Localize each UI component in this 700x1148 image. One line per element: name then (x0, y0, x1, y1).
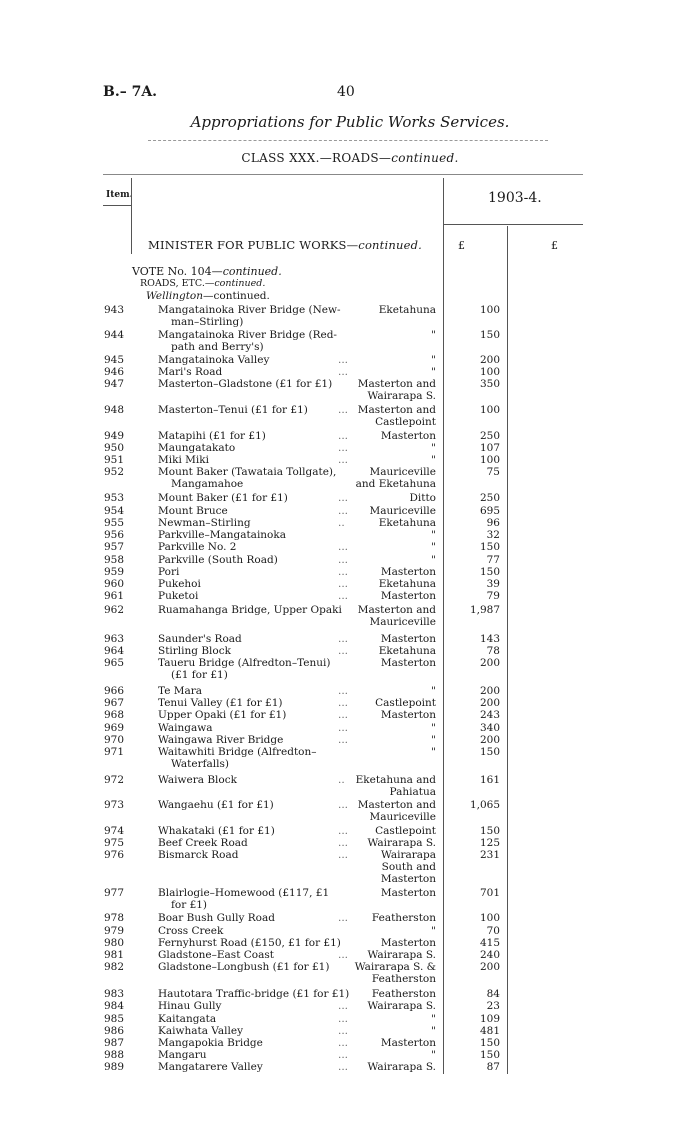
item-amount: 87 (486, 1061, 500, 1073)
item-location: Featherston (371, 912, 436, 924)
minister-heading (148, 238, 422, 252)
item-number: 969 (104, 722, 125, 734)
item-location (352, 961, 436, 985)
item-location: Masterton (380, 590, 436, 602)
item-location-line2: Featherston (371, 973, 436, 985)
item-name: Mangatainoka Valley (158, 354, 270, 366)
item-location: Masterton (380, 566, 436, 578)
item-location: " (431, 722, 436, 734)
item-number: 965 (104, 657, 125, 669)
item-location-line1: Wairarapa (380, 849, 436, 861)
item-name-line2: path and Berry's) (171, 341, 264, 353)
item-location: Mauriceville (369, 505, 436, 517)
leader-dots: ... (338, 697, 349, 709)
item-number: 972 (104, 774, 125, 786)
pound-symbol-1: £ (458, 239, 465, 252)
item-amount: 39 (486, 578, 500, 590)
item-location-line1: Masterton and (357, 604, 436, 616)
item-name: Pori (158, 566, 180, 578)
item-location: Masterton (380, 633, 436, 645)
page-number: 40 (337, 84, 355, 100)
item-number: 961 (104, 590, 125, 602)
item-number: 946 (104, 366, 125, 378)
item-amount: 250 (479, 492, 500, 504)
leader-dots: ... (338, 1013, 349, 1025)
item-amount: 78 (486, 645, 500, 657)
roads-heading-cont: continued. (214, 278, 266, 289)
item-location: Eketahuna (378, 578, 436, 590)
item-name-line1: Mangatainoka River Bridge (Red- (158, 329, 337, 341)
item-location: Castlepoint (375, 697, 436, 709)
item-name: Miki Miki (158, 454, 209, 466)
leader-dots: ... (338, 554, 349, 566)
leader-dots: ... (338, 912, 349, 924)
item-name (158, 466, 354, 490)
item-name: Tenui Valley (£1 for £1) (158, 697, 283, 709)
item-name (158, 887, 354, 911)
item-name-line1: Mangatainoka River Bridge (New- (158, 304, 341, 316)
title-divider (148, 140, 548, 141)
item-amount: 200 (479, 697, 500, 709)
item-location: " (431, 354, 436, 366)
item-location: " (431, 541, 436, 553)
item-amount: 96 (486, 517, 500, 529)
item-name: Mount Baker (£1 for £1) (158, 492, 288, 504)
item-location: Masterton (380, 657, 436, 669)
item-name: Matapihi (£1 for £1) (158, 430, 266, 442)
item-number: 957 (104, 541, 125, 553)
item-amount: 701 (479, 887, 500, 899)
leader-dots: ... (338, 566, 349, 578)
item-name: Masterton–Gladstone (£1 for £1) (158, 378, 333, 390)
item-location (352, 329, 436, 341)
leader-dots: ... (338, 1049, 349, 1061)
page-reference: B.– 7A. (103, 84, 158, 100)
roads-heading (140, 278, 265, 289)
leader-dots: ... (338, 505, 349, 517)
item-amount: 70 (486, 925, 500, 937)
item-name: Beef Creek Road (158, 837, 248, 849)
leader-dots: ... (338, 849, 349, 861)
item-name: Wangaehu (£1 for £1) (158, 799, 274, 811)
minister-heading-text: MINISTER FOR PUBLIC WORKS— (148, 238, 359, 252)
item-number: 963 (104, 633, 125, 645)
leader-dots: ... (338, 590, 349, 602)
item-number: 987 (104, 1037, 125, 1049)
leader-dots: ... (338, 685, 349, 697)
item-name: Masterton–Tenui (£1 for £1) (158, 404, 308, 416)
item-name: Parkville–Mangatainoka (158, 529, 287, 541)
leader-dots: ... (338, 1037, 349, 1049)
item-name: Parkville (South Road) (158, 554, 278, 566)
item-number: 950 (104, 442, 125, 454)
item-name: Maungatakato (158, 442, 236, 454)
item-name-line2: Mangamahoe (171, 478, 244, 490)
item-name: Kaitangata (158, 1013, 217, 1025)
leader-dots: ... (338, 578, 349, 590)
item-name: Pukehoi (158, 578, 201, 590)
item-location (352, 849, 436, 885)
item-location (352, 304, 436, 316)
item-amount: 250 (479, 430, 500, 442)
item-number: 968 (104, 709, 125, 721)
item-amount: 150 (479, 329, 500, 341)
item-number: 964 (104, 645, 125, 657)
item-location: " (431, 366, 436, 378)
item-amount: 200 (479, 685, 500, 697)
item-number: 958 (104, 554, 125, 566)
vote-heading (132, 265, 282, 278)
item-location: " (431, 925, 436, 937)
item-location: Wairarapa S. (367, 837, 436, 849)
item-number: 967 (104, 697, 125, 709)
item-name (158, 304, 354, 328)
item-amount: 100 (479, 404, 500, 416)
item-location-line1: Mauriceville (369, 466, 436, 478)
item-location (352, 404, 436, 428)
item-location: " (431, 1049, 436, 1061)
item-name: Mount Bruce (158, 505, 228, 517)
item-name-line2: man–Stirling) (171, 316, 244, 328)
item-name (158, 746, 354, 770)
item-number: 960 (104, 578, 125, 590)
item-name: Te Mara (158, 685, 203, 697)
leader-dots: ... (338, 825, 349, 837)
item-number: 947 (104, 378, 125, 390)
item-amount: 150 (479, 541, 500, 553)
item-location: Castlepoint (375, 825, 436, 837)
leader-dots: ... (338, 492, 349, 504)
item-location (352, 774, 436, 798)
district-name: Wellington (146, 290, 204, 302)
item-amount: 109 (479, 1013, 500, 1025)
item-number: 951 (104, 454, 125, 466)
item-number: 956 (104, 529, 125, 541)
item-location (352, 604, 436, 628)
item-amount: 340 (479, 722, 500, 734)
item-location: Wairarapa S. (367, 949, 436, 961)
leader-dots: ... (338, 1025, 349, 1037)
leader-dots: ... (338, 454, 349, 466)
item-location: Wairarapa S. (367, 1061, 436, 1073)
item-name (158, 657, 354, 681)
amount-column-line (507, 226, 508, 1074)
leader-dots: ... (338, 1061, 349, 1073)
item-location: Masterton (380, 887, 436, 899)
leader-dots: ... (338, 430, 349, 442)
item-location: " (431, 1025, 436, 1037)
item-location-line1: " (431, 329, 436, 341)
item-number: 989 (104, 1061, 125, 1073)
item-name: Mangaru (158, 1049, 207, 1061)
item-name: Mari's Road (158, 366, 223, 378)
leader-dots: ... (338, 354, 349, 366)
item-name: Ruamahanga Bridge, Upper Opaki (158, 604, 342, 616)
item-name: Kaiwhata Valley (158, 1025, 244, 1037)
item-amount: 200 (479, 961, 500, 973)
item-location: " (431, 746, 436, 758)
item-name: Saunder's Road (158, 633, 242, 645)
item-number: 952 (104, 466, 125, 478)
leader-dots: ... (338, 633, 349, 645)
location-column-line (443, 178, 444, 1074)
item-name: Fernyhurst Road (£150, £1 for £1) (158, 937, 341, 949)
item-name: Newman–Stirling (158, 517, 251, 529)
item-location-line2: Mauriceville (369, 811, 436, 823)
item-amount: 243 (479, 709, 500, 721)
item-amount: 84 (486, 988, 500, 1000)
item-location (352, 799, 436, 823)
item-number: 979 (104, 925, 125, 937)
leader-dots: .. (338, 774, 345, 786)
item-number: 978 (104, 912, 125, 924)
item-amount: 161 (479, 774, 500, 786)
item-name: Gladstone–Longbush (£1 for £1) (158, 961, 330, 973)
item-amount: 150 (479, 746, 500, 758)
item-location: Masterton (380, 430, 436, 442)
item-number: 955 (104, 517, 125, 529)
item-location: " (431, 685, 436, 697)
item-name: Hautotara Traffic-bridge (£1 for £1) (158, 988, 350, 1000)
item-number: 974 (104, 825, 125, 837)
item-amount: 23 (486, 1000, 500, 1012)
item-number: 983 (104, 988, 125, 1000)
item-amount: 150 (479, 566, 500, 578)
leader-dots: ... (338, 404, 349, 416)
item-number: 986 (104, 1025, 125, 1037)
item-location-line2: and Eketahuna (355, 478, 436, 490)
leader-dots: ... (338, 442, 349, 454)
item-amount: 240 (479, 949, 500, 961)
item-name-line1: Blairlogie–Homewood (£117, £1 (158, 887, 330, 899)
item-location: " (431, 454, 436, 466)
item-location: Eketahuna (378, 645, 436, 657)
class-heading-text: CLASS XXX.—ROADS— (241, 151, 392, 165)
item-location-line1: Masterton and (357, 799, 436, 811)
item-amount: 200 (479, 734, 500, 746)
item-name: Whakataki (£1 for £1) (158, 825, 275, 837)
item-amount: 200 (479, 354, 500, 366)
item-location-line1: Wairarapa S. & (354, 961, 436, 973)
item-name-line2: for £1) (171, 899, 208, 911)
item-number: 982 (104, 961, 125, 973)
leader-dots: ... (338, 1000, 349, 1012)
item-name-line1: Taueru Bridge (Alfredton–Tenui) (158, 657, 331, 669)
leader-dots: ... (338, 541, 349, 553)
leader-dots: ... (338, 722, 349, 734)
item-location: " (431, 554, 436, 566)
item-amount: 231 (479, 849, 500, 861)
item-name: Waingawa River Bridge (158, 734, 284, 746)
item-amount: 150 (479, 825, 500, 837)
item-name: Boar Bush Gully Road (158, 912, 275, 924)
leader-dots: ... (338, 799, 349, 811)
item-amount: 695 (479, 505, 500, 517)
item-location-line1: Masterton and (357, 378, 436, 390)
item-number: 980 (104, 937, 125, 949)
district-heading (146, 290, 270, 302)
item-number: 962 (104, 604, 125, 616)
item-number: 944 (104, 329, 125, 341)
item-location (352, 378, 436, 402)
item-name (158, 329, 354, 353)
item-location-line2: Castlepoint (375, 416, 436, 428)
item-name-line1: Mount Baker (Tawataia Tollgate), (158, 466, 337, 478)
leader-dots: ... (338, 949, 349, 961)
leader-dots: ... (338, 837, 349, 849)
roads-heading-text: ROADS, ETC.— (140, 278, 215, 289)
vote-heading-cont: continued. (222, 265, 282, 278)
leader-dots: ... (338, 366, 349, 378)
leader-dots: ... (338, 734, 349, 746)
item-amount: 75 (486, 466, 500, 478)
item-name: Puketoi (158, 590, 199, 602)
item-name: Hinau Gully (158, 1000, 222, 1012)
item-location: Eketahuna (378, 517, 436, 529)
vote-heading-text: VOTE No. 104— (132, 265, 223, 278)
item-amount: 125 (479, 837, 500, 849)
item-number: 954 (104, 505, 125, 517)
item-location: Masterton (380, 937, 436, 949)
item-location: Featherston (371, 988, 436, 1000)
item-amount: 150 (479, 1049, 500, 1061)
leader-dots: ... (338, 645, 349, 657)
item-header-underline (103, 205, 131, 206)
item-amount: 77 (486, 554, 500, 566)
item-location-line2: Pahiatua (389, 786, 436, 798)
item-number: 943 (104, 304, 125, 316)
item-number: 975 (104, 837, 125, 849)
item-name: Upper Opaki (£1 for £1) (158, 709, 287, 721)
year-header-underline (443, 224, 583, 225)
item-amount: 100 (479, 454, 500, 466)
item-name: Mangatarere Valley (158, 1061, 263, 1073)
item-location-line2: South and (381, 861, 436, 873)
item-location-line2: Wairarapa S. (367, 390, 436, 402)
item-amount: 1,065 (469, 799, 500, 811)
item-location: " (431, 529, 436, 541)
item-amount: 415 (479, 937, 500, 949)
item-location-line1: Eketahuna and (355, 774, 436, 786)
page-title: Appropriations for Public Works Services. (190, 113, 510, 131)
item-number: 988 (104, 1049, 125, 1061)
item-name: Parkville No. 2 (158, 541, 237, 553)
item-column-line (131, 178, 132, 254)
item-column-header: Item. (106, 190, 133, 200)
pound-symbol-2: £ (551, 239, 558, 252)
item-name: Cross Creek (158, 925, 224, 937)
item-amount: 100 (479, 366, 500, 378)
item-amount: 100 (479, 304, 500, 316)
item-location: " (431, 1013, 436, 1025)
item-number: 949 (104, 430, 125, 442)
item-name-line2: Waterfalls) (171, 758, 229, 770)
item-location: Wairarapa S. (367, 1000, 436, 1012)
item-amount: 100 (479, 912, 500, 924)
item-number: 977 (104, 887, 125, 899)
item-number: 976 (104, 849, 125, 861)
item-amount: 350 (479, 378, 500, 390)
item-location: Masterton (380, 709, 436, 721)
item-name: Waingawa (158, 722, 213, 734)
item-number: 945 (104, 354, 125, 366)
item-name: Stirling Block (158, 645, 231, 657)
leader-dots: .. (338, 517, 345, 529)
item-location-line2: Mauriceville (369, 616, 436, 628)
item-amount: 200 (479, 657, 500, 669)
item-amount: 1,987 (469, 604, 500, 616)
item-amount: 79 (486, 590, 500, 602)
item-number: 985 (104, 1013, 125, 1025)
item-number: 971 (104, 746, 125, 758)
minister-heading-cont: continued. (358, 238, 423, 252)
table-top-rule (103, 174, 583, 175)
item-location (352, 466, 436, 490)
item-amount: 150 (479, 1037, 500, 1049)
item-location-line1: Masterton and (357, 404, 436, 416)
item-location-line3: Masterton (380, 873, 436, 885)
item-number: 959 (104, 566, 125, 578)
item-name: Bismarck Road (158, 849, 239, 861)
item-location: " (431, 734, 436, 746)
item-name-line1: Waitawhiti Bridge (Alfredton– (158, 746, 317, 758)
item-location: Ditto (409, 492, 436, 504)
item-location: Masterton (380, 1037, 436, 1049)
item-number: 970 (104, 734, 125, 746)
item-number: 984 (104, 1000, 125, 1012)
class-heading-cont: continued. (391, 151, 459, 165)
item-number: 981 (104, 949, 125, 961)
item-name-line2: (£1 for £1) (171, 669, 228, 681)
item-location-line1: Eketahuna (378, 304, 436, 316)
item-number: 973 (104, 799, 125, 811)
class-heading (0, 151, 700, 165)
item-amount: 143 (479, 633, 500, 645)
item-number: 953 (104, 492, 125, 504)
item-name: Mangapokia Bridge (158, 1037, 263, 1049)
item-location: " (431, 442, 436, 454)
item-amount: 481 (479, 1025, 500, 1037)
item-number: 966 (104, 685, 125, 697)
item-number: 948 (104, 404, 125, 416)
item-name: Waiwera Block (158, 774, 237, 786)
district-cont: —continued. (203, 290, 270, 302)
item-name: Gladstone–East Coast (158, 949, 274, 961)
item-amount: 32 (486, 529, 500, 541)
year-column-header: 1903-4. (488, 190, 542, 206)
leader-dots: ... (338, 709, 349, 721)
item-amount: 107 (479, 442, 500, 454)
